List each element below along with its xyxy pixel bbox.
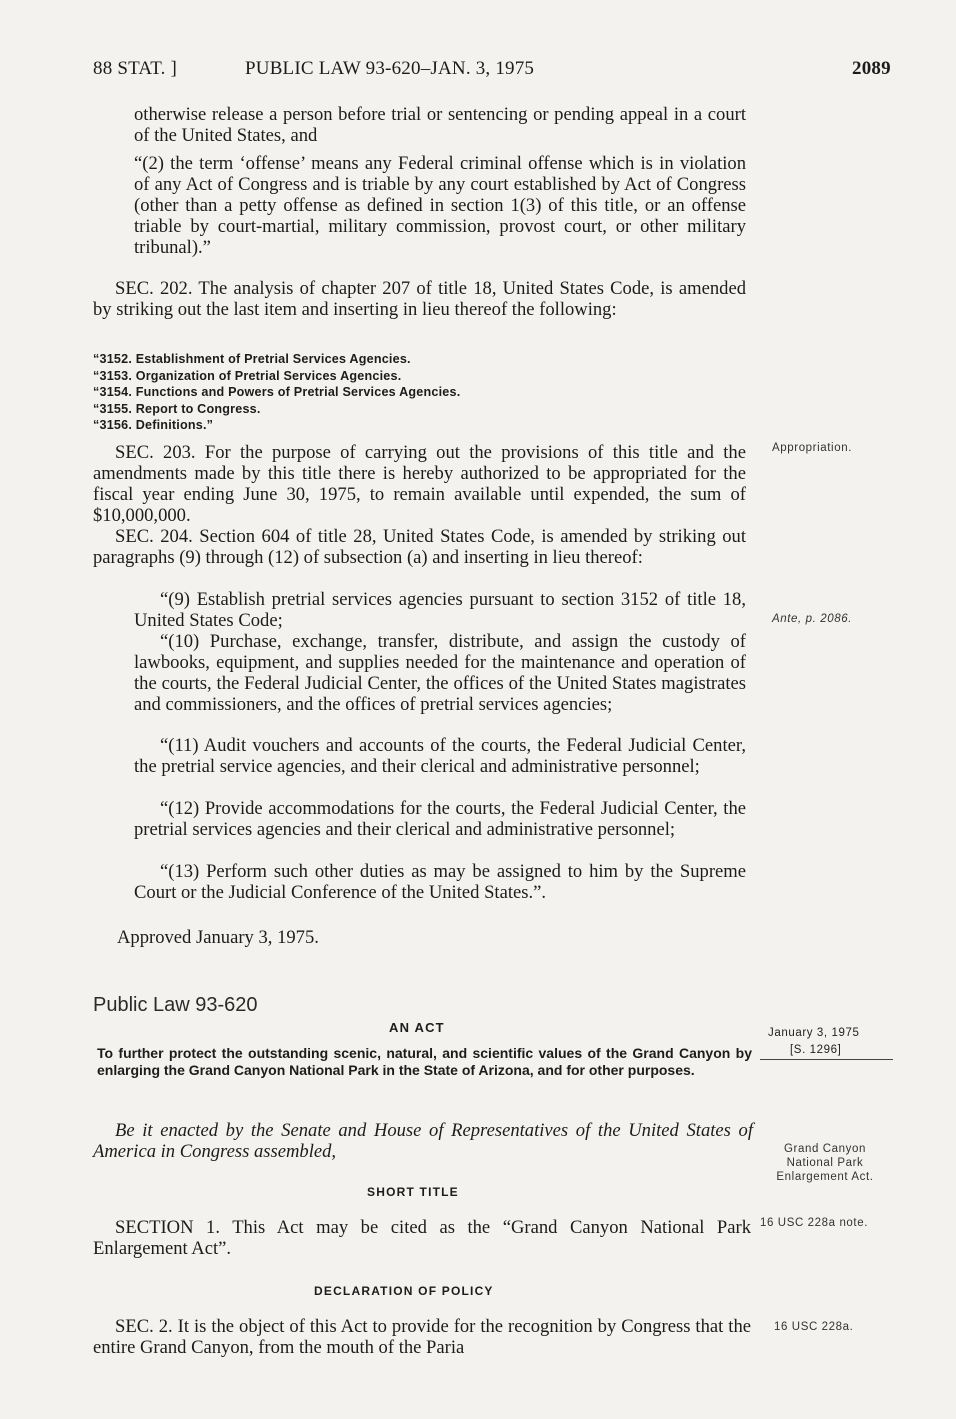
list-item: “3154. Functions and Powers of Pretrial Services Agencies.: [93, 385, 461, 399]
section-204-text: SEC. 204. Section 604 of title 28, United States Code, is amended by striking out paragraphs (9) through (12) of subsection (a) and inserting in lieu thereof:: [93, 526, 746, 568]
margin-note-bill: [S. 1296]: [790, 1044, 842, 1056]
enacting-clause: [93, 1120, 753, 1162]
margin-note-usc-note: 16 USC 228a note.: [760, 1217, 869, 1229]
page-number: 2089: [852, 58, 891, 79]
paragraph-9: [134, 589, 746, 631]
section-204: [93, 526, 746, 568]
margin-note-date: January 3, 1975: [768, 1027, 860, 1039]
paragraph-9-text: “(9) Establish pretrial services agencies pursuant to section 3152 of title 18, United States Code;: [134, 589, 746, 631]
list-item: “3156. Definitions.”: [93, 418, 214, 432]
act-description-text: To further protect the outstanding scenic, natural, and scientific values of the Grand Canyon by enlarging the Grand Canyon National Park in the State of Arizona, and for other purposes.: [97, 1045, 752, 1078]
margin-note-enlargement-act: Grand Canyon National Park Enlargement Act.: [776, 1143, 874, 1183]
margin-note-appropriation: Appropriation.: [772, 442, 852, 454]
paragraph-10: [134, 631, 746, 715]
paragraph-13: [134, 861, 746, 903]
stat-reference: 88 STAT. ]: [93, 58, 178, 79]
declaration-of-policy-heading: DECLARATION OF POLICY: [314, 1284, 494, 1298]
list-item: “3152. Establishment of Pretrial Services Agencies.: [93, 352, 411, 366]
section-2: [93, 1316, 751, 1358]
list-item: “3153. Organization of Pretrial Services Agencies.: [93, 368, 402, 383]
section-202-text: SEC. 202. The analysis of chapter 207 of title 18, United States Code, is amended by striking out the last item and inserting in lieu thereof the following:: [93, 278, 746, 320]
paragraph-12-text: “(12) Provide accommodations for the courts, the Federal Judicial Center, the pretrial services agencies and their clerical and administrative personnel;: [134, 798, 746, 840]
list-item: “3155. Report to Congress.: [93, 401, 261, 416]
section-203-text: SEC. 203. For the purpose of carrying out the provisions of this title and the amendments made by this title there is hereby authorized to be appropriated for the fiscal year ending June 30, 1975, to remain available until expended, the sum of $10,000,000.: [93, 442, 746, 526]
enacting-clause-text: Be it enacted by the Senate and House of Representatives of the United States of America in Congress assembled,: [93, 1120, 753, 1162]
paragraph-11: [134, 735, 746, 777]
section-1: [93, 1217, 751, 1259]
margin-rule: [760, 1059, 893, 1060]
act-description: [97, 1045, 752, 1079]
paragraph-10-text: “(10) Purchase, exchange, transfer, distribute, and assign the custody of lawbooks, equipment, and supplies needed for the maintenance and operation of the courts, the Federal Judicial Center, the offices of the United States magistrates and commissioners, and the offices of pretrial services agencies;: [134, 631, 746, 715]
continuation-paragraph-1: [134, 104, 746, 146]
section-2-text: SEC. 2. It is the object of this Act to provide for the recognition by Congress that the entire Grand Canyon, from the mouth of the Paria: [93, 1316, 751, 1358]
section-1-text: SECTION 1. This Act may be cited as the “Grand Canyon National Park Enlargement Act”.: [93, 1217, 751, 1259]
section-203: [93, 442, 746, 526]
public-law-title: Public Law 93-620: [93, 994, 258, 1016]
paragraph-13-text: “(13) Perform such other duties as may be assigned to him by the Supreme Court or the Judicial Conference of the United States.”.: [134, 861, 746, 903]
section-202: [93, 278, 746, 320]
chapter-analysis-list: [93, 351, 593, 434]
continuation-text: otherwise release a person before trial or sentencing or pending appeal in a court of the United States, and: [134, 104, 746, 146]
paragraph-11-text: “(11) Audit vouchers and accounts of the courts, the Federal Judicial Center, the pretrial service agencies, and their clerical and administrative personnel;: [134, 735, 746, 777]
approved-date: Approved January 3, 1975.: [117, 927, 319, 948]
paragraph-12: [134, 798, 746, 840]
margin-note-usc: 16 USC 228a.: [774, 1321, 854, 1333]
an-act-heading: AN ACT: [389, 1020, 445, 1035]
definition-offense: [134, 153, 746, 258]
margin-note-ante: Ante, p. 2086.: [772, 613, 853, 625]
short-title-heading: SHORT TITLE: [367, 1185, 459, 1199]
law-title-header: PUBLIC LAW 93-620–JAN. 3, 1975: [245, 58, 535, 79]
definition-offense-text: “(2) the term ‘offense’ means any Federal criminal offense which is in violation of any Act of Congress and is triable by any court established by Act of Congress (other than a petty offense as defined in section 1(3) of this title, or an offense triable by court-martial, military commission, provost court, or other military tribunal).”: [134, 153, 746, 258]
